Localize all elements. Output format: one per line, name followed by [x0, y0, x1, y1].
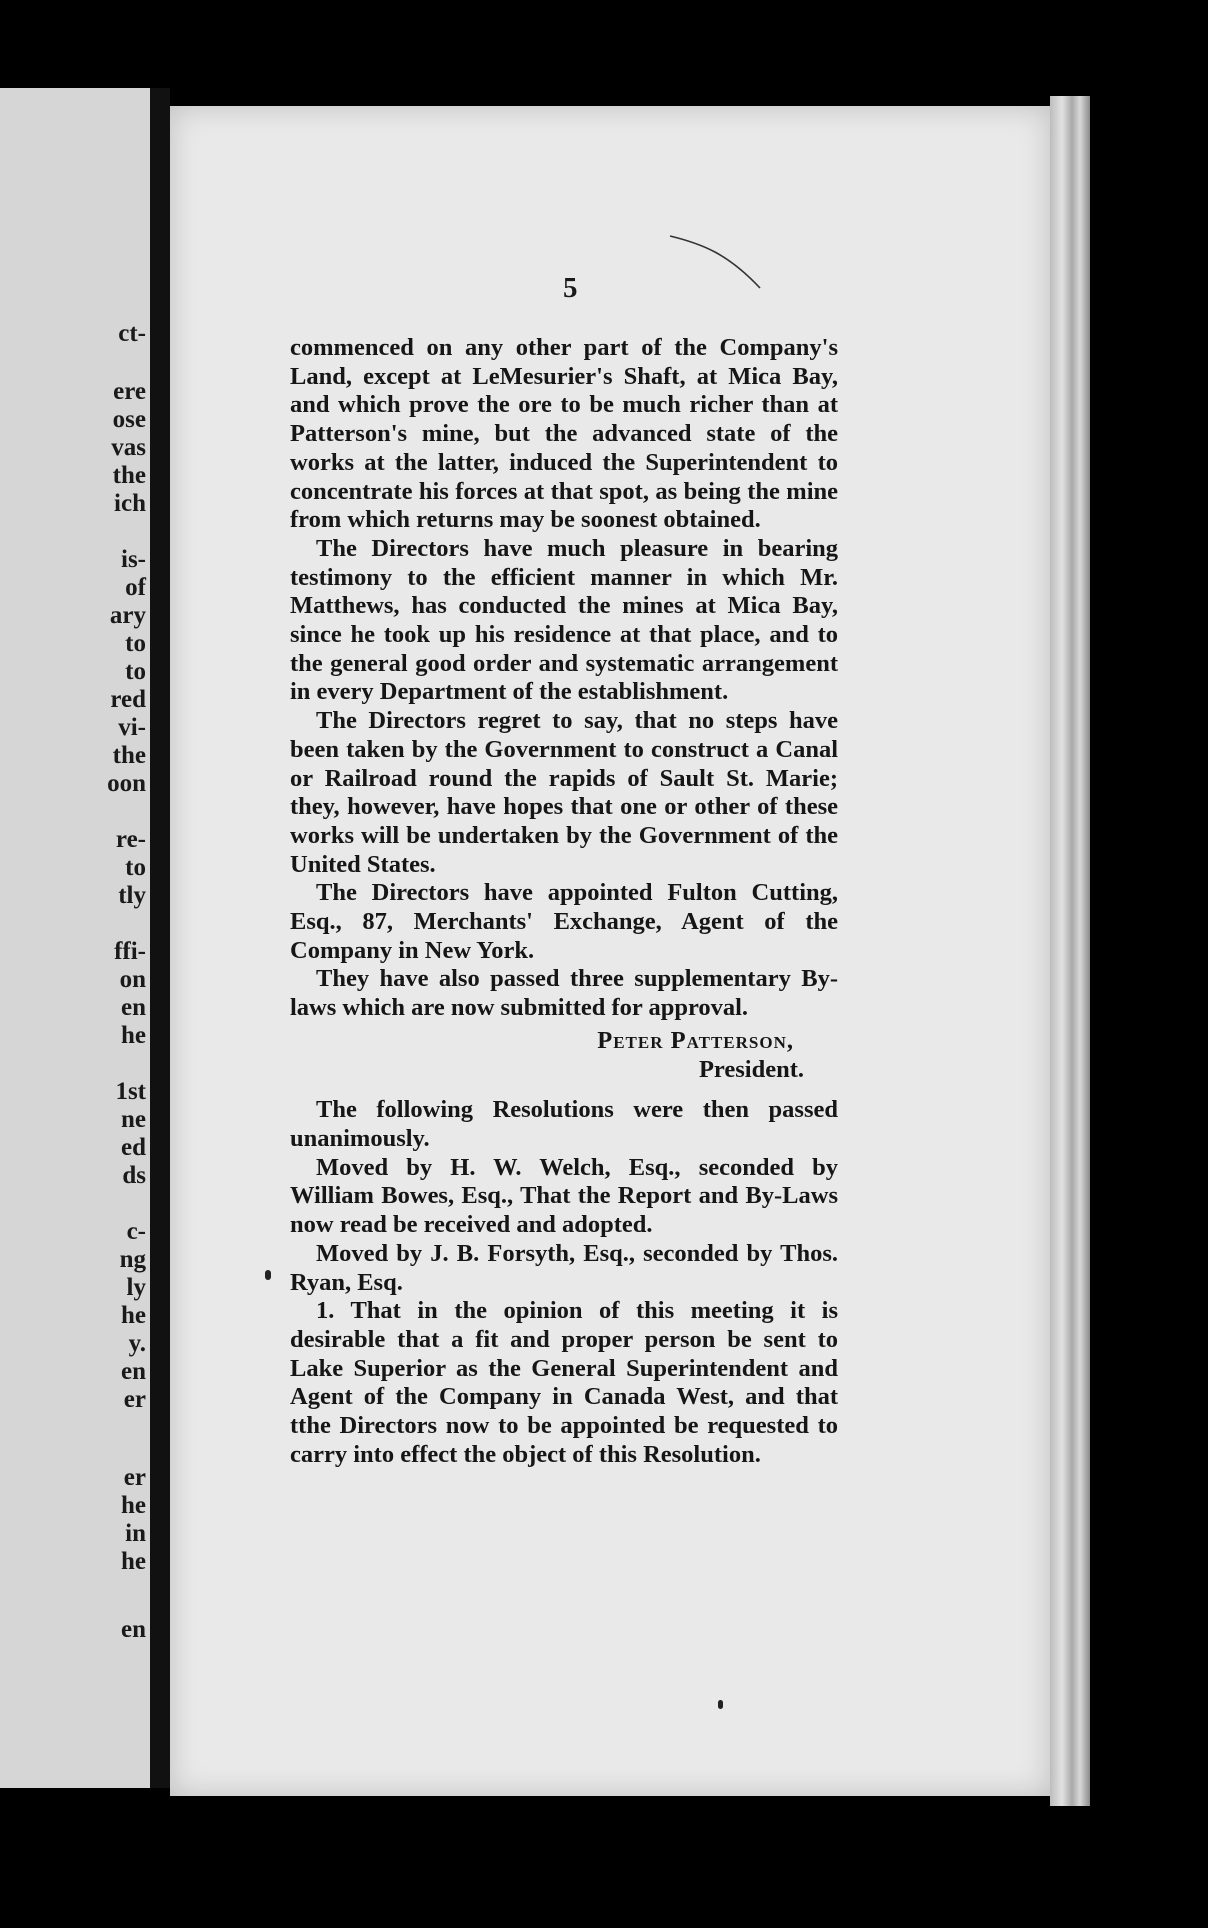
left-page-text: on — [119, 966, 146, 993]
signature-title: President. — [698, 1055, 804, 1083]
left-page-text: er — [123, 1386, 146, 1413]
left-page-text: red — [110, 686, 146, 713]
left-page-text: he — [121, 1302, 146, 1329]
signature-name: Peter Patterson, — [597, 1026, 794, 1054]
left-page-text: the — [112, 462, 146, 489]
left-page-text: 1st — [115, 1078, 146, 1105]
paragraph: The Directors regret to say, that no steps have been taken by the Government to construct a Canal or Railroad round the rapids of Sault St. Marie; they, however, have hopes that one or other of these works will be undertaken by the Government of the United States. — [290, 707, 838, 878]
ink-dot — [265, 1270, 271, 1280]
left-page-fragment — [0, 88, 150, 1788]
left-page-text: re- — [115, 826, 146, 853]
left-page-text: ly — [126, 1274, 146, 1301]
paragraph: The Directors have much pleasure in bearing testimony to the efficient manner in which Mr. Matthews, has conducted the mines at Mica Bay, since he took up his residence at that place, and to the general good order and systematic arrangement in every Department of the establishment. — [290, 534, 838, 706]
left-page-text: he — [121, 1022, 146, 1049]
left-page-text: c- — [126, 1218, 146, 1245]
left-page-text: ct- — [118, 320, 146, 347]
left-page-text: ffi- — [114, 938, 146, 965]
paragraph: They have also passed three supplementary By-laws which are now submitted for approval. — [290, 965, 838, 1022]
ink-dot — [718, 1700, 723, 1709]
left-page-text: of — [125, 574, 146, 601]
left-page-text: er — [123, 1464, 146, 1491]
signature-block — [290, 1027, 838, 1084]
left-page-text: ed — [121, 1134, 146, 1161]
left-page-text: ds — [122, 1162, 146, 1189]
resolution-paragraph: The following Resolutions were then passed unanimously. — [290, 1096, 838, 1152]
page-number: 5 — [563, 272, 578, 304]
left-page-text: to — [125, 630, 146, 657]
left-page-text: en — [121, 1616, 146, 1643]
left-page-text: is- — [121, 546, 146, 573]
left-page-text: en — [121, 1358, 146, 1385]
left-page-text: he — [121, 1548, 146, 1575]
paragraph: commenced on any other part of the Company's Land, except at LeMesurier's Shaft, at Mica Bay, and which prove the ore to be much richer than at Patterson's mine, but the advanced state of the works at the latter, induced the Superintendent to concentrate his forces at that spot, as being the mine from which returns may be soonest obtained. — [290, 334, 838, 534]
book-gutter — [150, 88, 170, 1788]
left-page-text: the — [112, 742, 146, 769]
pencil-stroke-mark — [668, 232, 768, 292]
left-page-text: oon — [107, 770, 146, 797]
left-page-text: to — [125, 854, 146, 881]
left-page-text: ary — [109, 602, 146, 629]
left-page-text: to — [125, 658, 146, 685]
left-page-text: en — [121, 994, 146, 1021]
page-body-text — [290, 334, 838, 1469]
left-page-text: ne — [121, 1106, 146, 1133]
left-page-text: ng — [119, 1246, 146, 1273]
page-edges — [1050, 96, 1090, 1806]
left-page-text: vi- — [118, 714, 146, 741]
left-page-text: ere — [113, 378, 146, 405]
resolution-paragraph: 1. That in the opinion of this meeting it is desirable that a fit and proper person be sent to Lake Superior as the General Superintendent and Agent of the Company in Canada West, and that tthe Directors now to be appointed be requested to carry into effect the object of this Resolution. — [290, 1297, 838, 1468]
paragraph: The Directors have appointed Fulton Cutting, Esq., 87, Merchants' Exchange, Agent of the Company in New York. — [290, 879, 838, 964]
left-page-text: tly — [118, 882, 146, 909]
resolution-paragraph: Moved by J. B. Forsyth, Esq., seconded by Thos. Ryan, Esq. — [290, 1239, 838, 1296]
left-page-text: he — [121, 1492, 146, 1519]
resolution-paragraph: Moved by H. W. Welch, Esq., seconded by William Bowes, Esq., That the Report and By-Laws now read be received and adopted. — [290, 1153, 838, 1239]
left-page-text: ose — [112, 406, 146, 433]
left-page-text: vas — [111, 434, 146, 461]
left-page-text: in — [125, 1520, 146, 1547]
left-page-text: ich — [114, 490, 146, 517]
left-page-text: y. — [128, 1330, 146, 1357]
